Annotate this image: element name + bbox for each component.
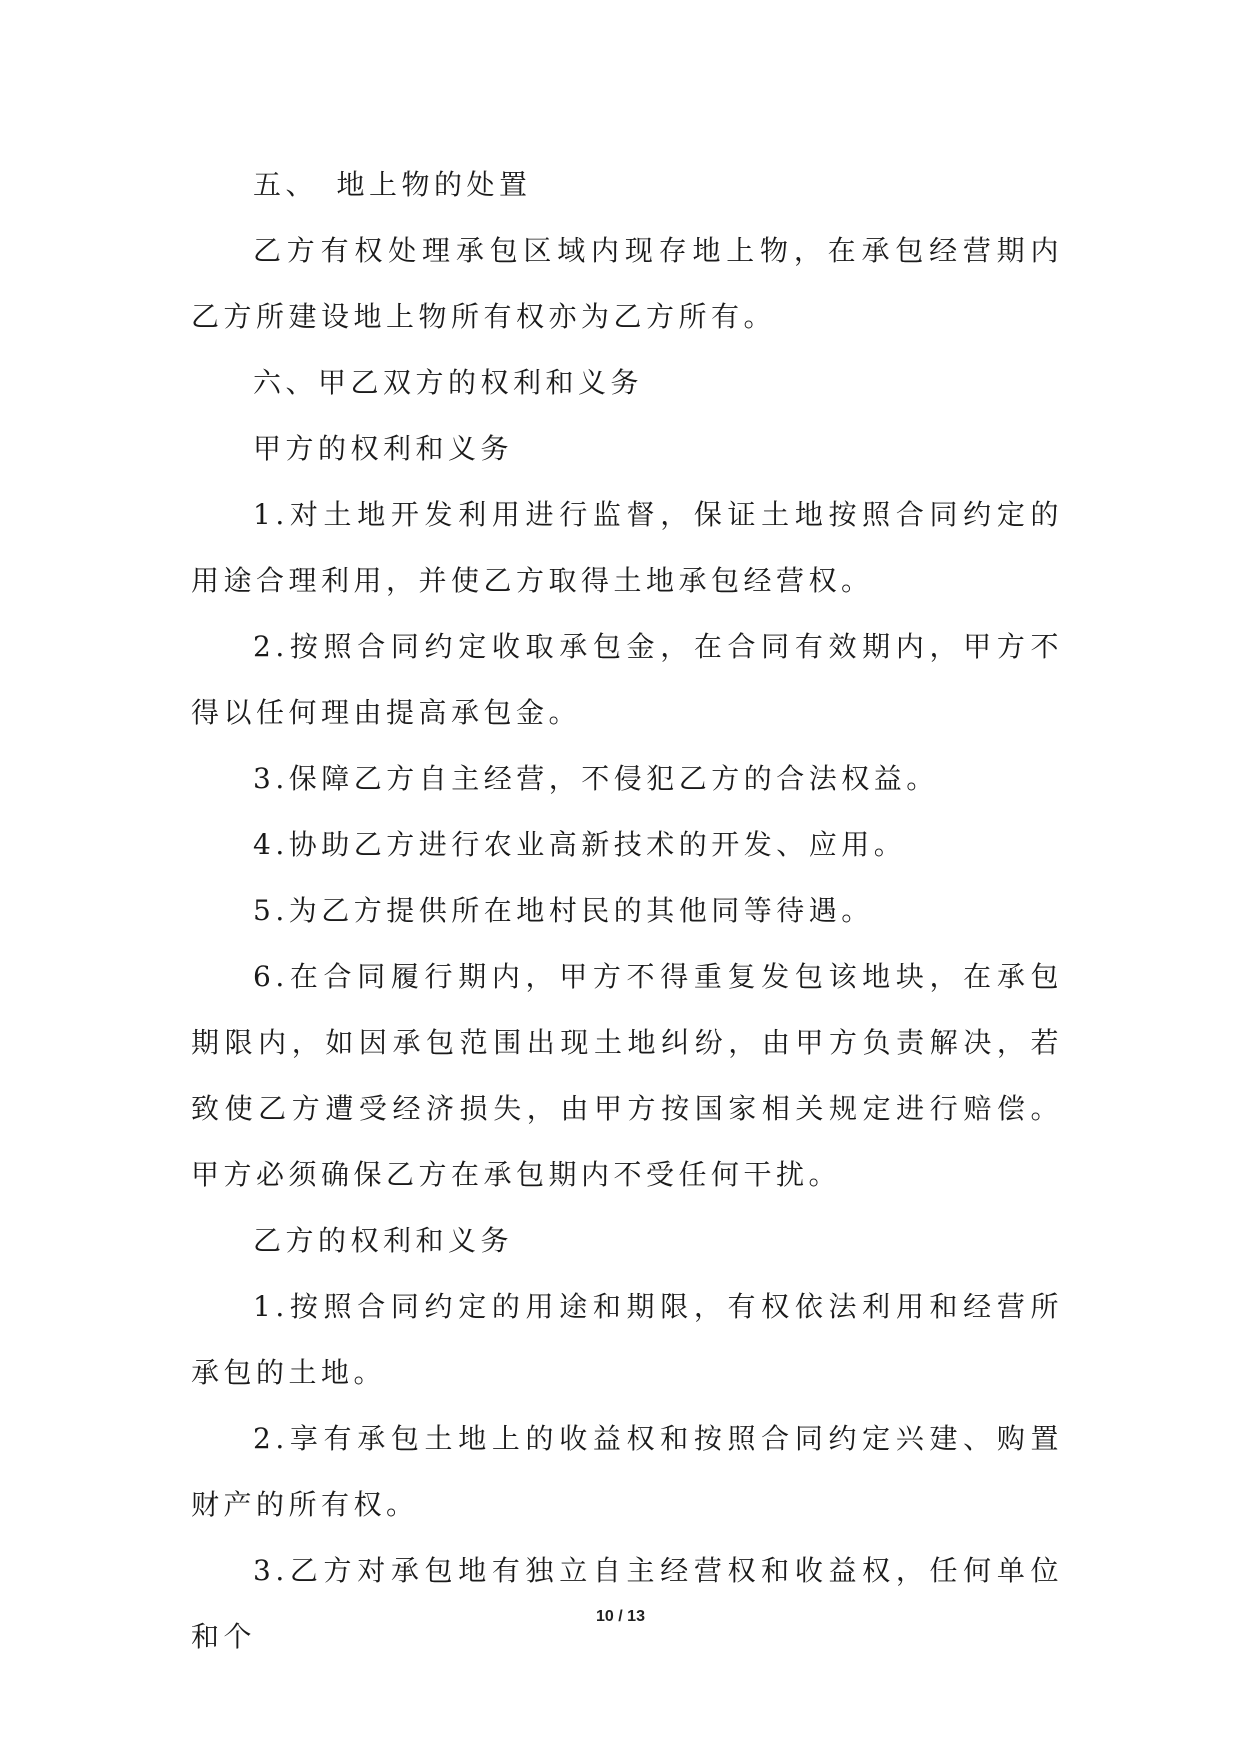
page-number: 10 / 13	[596, 1608, 645, 1625]
list-item: 1.对土地开发利用进行监督，保证土地按照合同约定的用途合理利用，并使乙方取得土地承包经营权。	[191, 498, 1063, 597]
subheading-party-a: 甲方的权利和义务	[253, 432, 514, 465]
document-body	[191, 152, 1063, 1670]
paragraph: 乙方有权处理承包区域内现存地上物，在承包经营期内乙方所建设地上物所有权亦为乙方所有。	[191, 234, 1063, 333]
section-heading-5: 五、 地上物的处置	[253, 168, 532, 201]
list-item: 3.乙方对承包地有独立自主经营权和收益权，任何单位和个	[191, 1554, 1063, 1653]
list-item: 3.保障乙方自主经营，不侵犯乙方的合法权益。	[253, 762, 939, 795]
list-item: 1.按照合同约定的用途和期限，有权依法利用和经营所承包的土地。	[191, 1290, 1063, 1389]
subheading-party-b: 乙方的权利和义务	[253, 1224, 514, 1257]
list-item: 2.按照合同约定收取承包金，在合同有效期内，甲方不得以任何理由提高承包金。	[191, 630, 1063, 729]
section-heading-6: 六、甲乙双方的权利和义务	[253, 366, 644, 399]
list-item: 5.为乙方提供所在地村民的其他同等待遇。	[253, 894, 874, 927]
list-item: 4.协助乙方进行农业高新技术的开发、应用。	[253, 828, 907, 861]
list-item: 2.享有承包土地上的收益权和按照合同约定兴建、购置财产的所有权。	[191, 1422, 1063, 1521]
list-item: 6.在合同履行期内，甲方不得重复发包该地块，在承包期限内，如因承包范围出现土地纠纷，由甲方负责解决，若致使乙方遭受经济损失，由甲方按国家相关规定进行赔偿。甲方必须确保乙方在承包期内不受任何干扰。	[191, 960, 1063, 1191]
